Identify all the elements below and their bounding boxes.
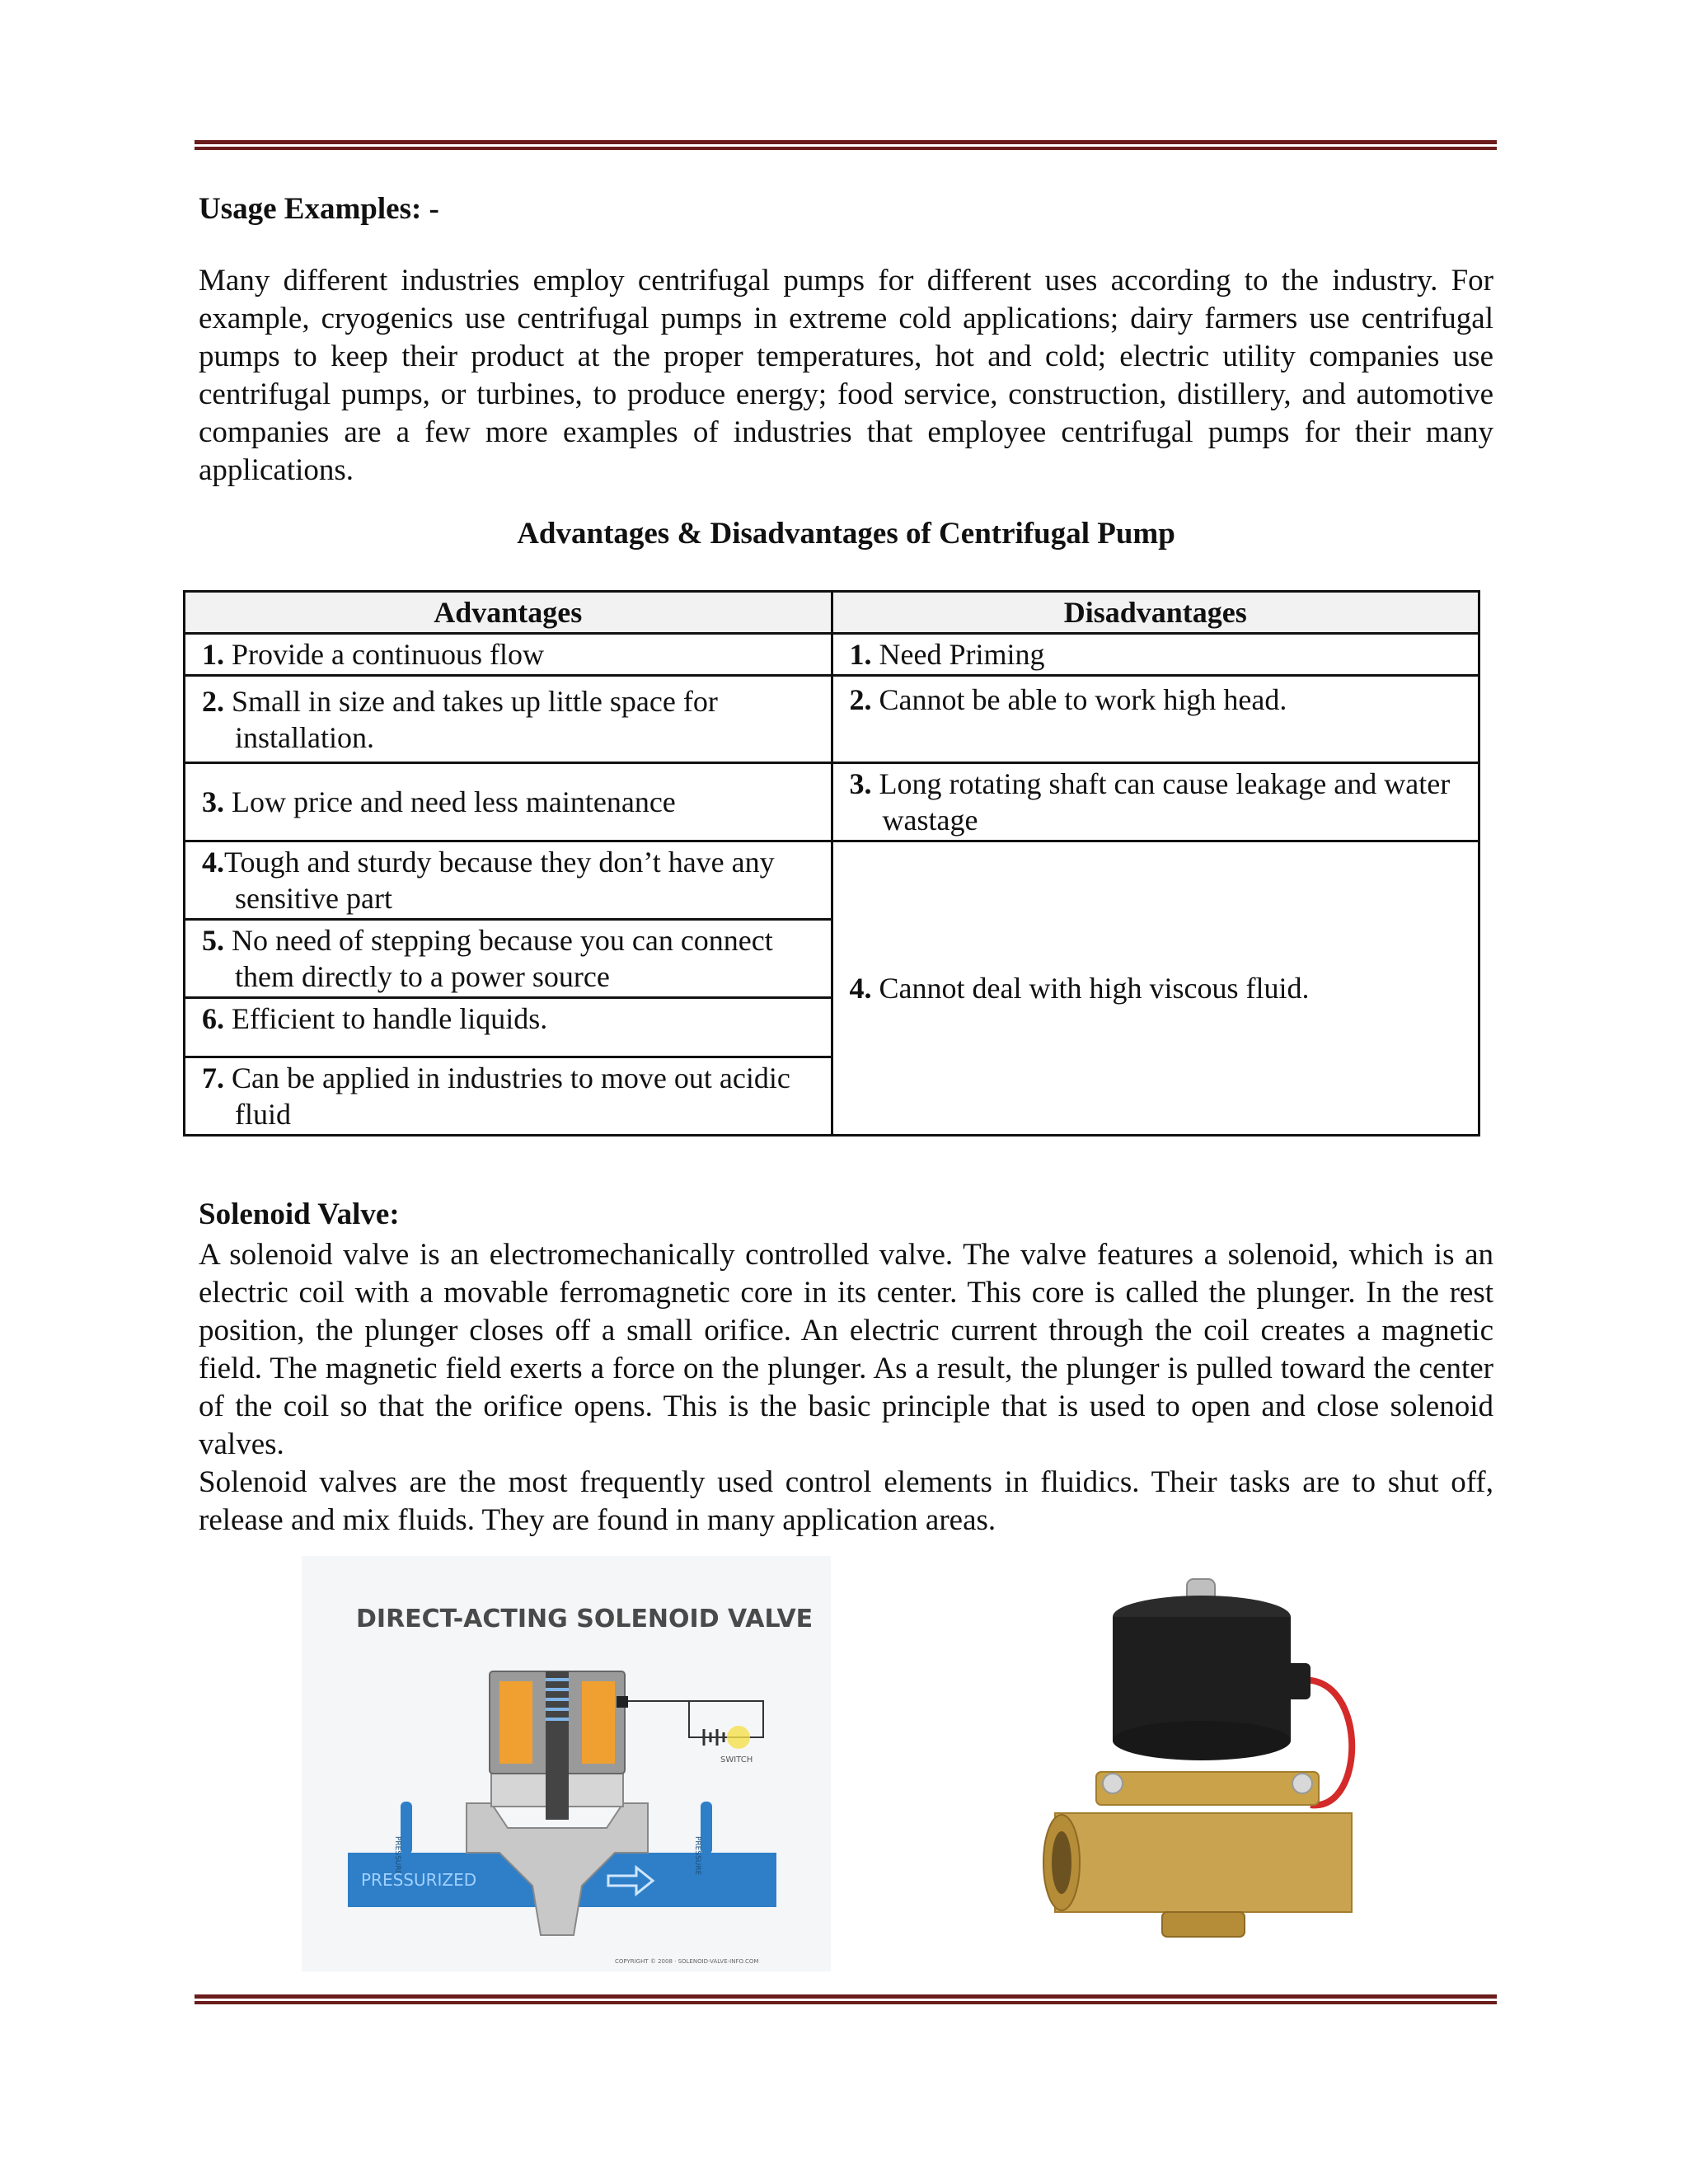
- table-row: [185, 634, 1479, 676]
- table-row: [185, 676, 1479, 763]
- solenoid-paragraph-2: Solenoid valves are the most frequently used control elements in fluidics. Their tasks are to shut off, release and mix fluids. They are found in many application areas.: [199, 1465, 1493, 1537]
- advantage-7: 7. Can be applied in industries to move out acidic fluid: [185, 1057, 832, 1136]
- advantages-table: [183, 590, 1480, 1137]
- advantage-3: 3. Low price and need less maintenance: [185, 763, 832, 841]
- disadvantage-4: 4. Cannot deal with high viscous fluid.: [832, 841, 1479, 1136]
- coil-left: [499, 1681, 532, 1764]
- advantage-1: 1. Provide a continuous flow: [185, 634, 832, 676]
- solenoid-heading: Solenoid Valve:: [199, 1197, 400, 1231]
- pressure-tube-left: [401, 1802, 412, 1854]
- solenoid-paragraph-1: A solenoid valve is an electromechanically controlled valve. The valve features a solenoid, which is an electric coil with a movable ferromagnetic core in its center. This core is called the plunger. In the rest position, the plunger closes off a small orifice. An electric current through the coil creates a magnetic field. The magnetic field exerts a force on the plunger. As a result, the plunger is pulled toward the center of the coil so that the orifice opens. This is the basic principle that is used to open and close solenoid valves.: [199, 1238, 1493, 1461]
- table-row: [185, 841, 1479, 920]
- table-header-row: [185, 592, 1479, 634]
- table-row: [185, 763, 1479, 841]
- brass-flange: [1096, 1772, 1319, 1805]
- advantage-4: 4.Tough and sturdy because they don’t have any sensitive part: [185, 841, 832, 920]
- advantage-5: 5. No need of stepping because you can connect them directly to a power source: [185, 920, 832, 998]
- advantage-6: 6. Efficient to handle liquids.: [185, 998, 832, 1057]
- diagram-title: DIRECT-ACTING SOLENOID VALVE: [356, 1605, 814, 1633]
- coil-bottom: [1113, 1721, 1291, 1760]
- coil-right: [582, 1681, 615, 1764]
- bolt-left: [1103, 1774, 1123, 1793]
- disadvantage-3: 3. Long rotating shaft can cause leakage and water wastage: [832, 763, 1479, 841]
- switch-label: SWITCH: [720, 1755, 753, 1765]
- pressure-label-left: PRESSURE: [393, 1836, 401, 1876]
- solenoid-valve-photo: [1022, 1566, 1385, 1961]
- advantages-header: Advantages: [185, 592, 832, 634]
- pressure-tube-right: [701, 1802, 712, 1854]
- bottom-rule: [195, 1994, 1497, 2004]
- usage-paragraph: Many different industries employ centrifugal pumps for different uses according to the industry. For example, cryogenics use centrifugal pumps in extreme cold applications; dairy farmers use centrifugal pumps to keep their product at the proper temperatures, hot and cold; electric utility companies use centrifugal pumps, or turbines, to produce energy; food service, construction, distillery, and automotive companies are a few more examples of industries that employee centrifugal pumps for their many applications.: [199, 264, 1493, 487]
- brass-base: [1162, 1912, 1245, 1937]
- pressure-label-right: PRESSURE: [693, 1836, 701, 1876]
- solenoid-valve-diagram: [302, 1556, 831, 1971]
- disadvantages-header: Disadvantages: [832, 592, 1479, 634]
- cable-gland: [1278, 1663, 1311, 1699]
- usage-heading: Usage Examples: -: [199, 192, 439, 226]
- disadvantage-1: 1. Need Priming: [832, 634, 1479, 676]
- pressurized-label: PRESSURIZED: [361, 1870, 477, 1890]
- diagram-copyright: COPYRIGHT © 2008 · SOLENOID-VALVE-INFO.COM: [615, 1958, 759, 1965]
- switch-icon: [727, 1726, 750, 1749]
- disadvantage-2: 2. Cannot be able to work high head.: [832, 676, 1479, 763]
- bolt-right: [1292, 1774, 1312, 1793]
- inlet-opening: [1052, 1831, 1071, 1894]
- plunger: [546, 1671, 569, 1820]
- connector: [617, 1696, 628, 1708]
- top-rule: [195, 140, 1497, 150]
- advantage-2: 2. Small in size and takes up little space for installation.: [185, 676, 832, 763]
- table-title: Advantages & Disadvantages of Centrifugal Pump: [517, 517, 1175, 551]
- brass-body: [1055, 1813, 1352, 1912]
